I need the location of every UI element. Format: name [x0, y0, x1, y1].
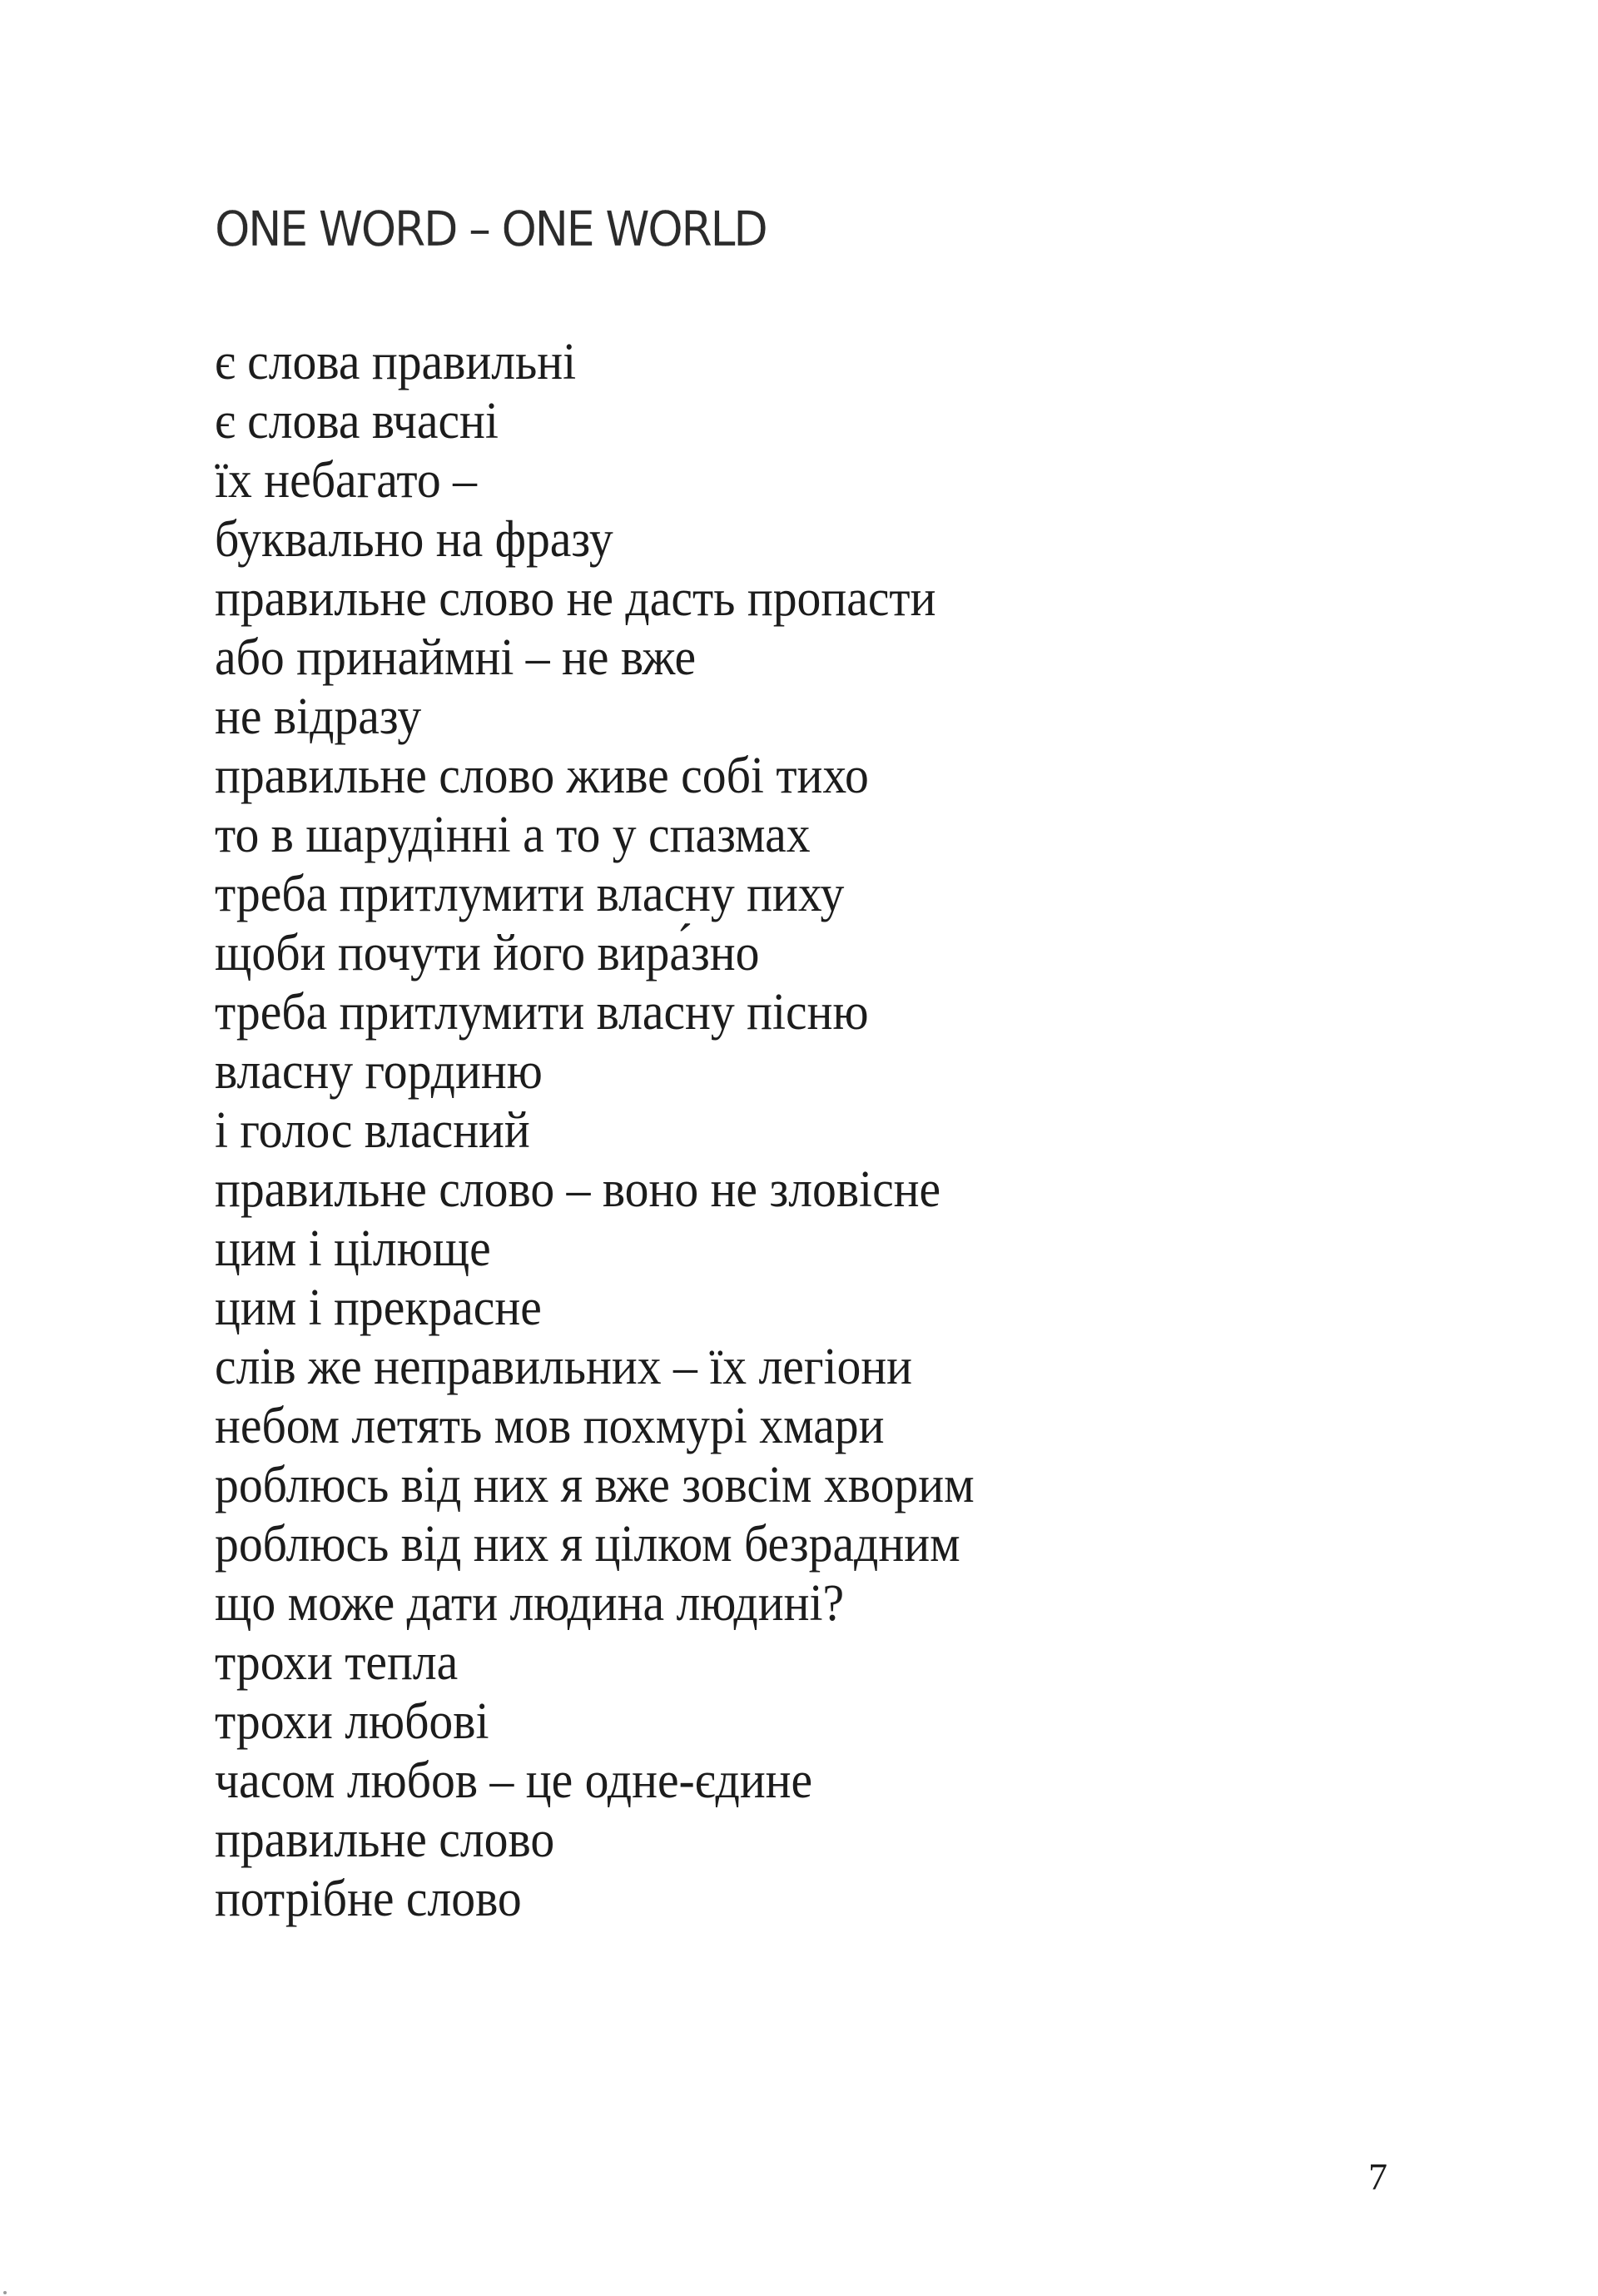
poem-line: часом любов – це одне-єдине — [215, 1752, 813, 1809]
scan-artifact — [3, 2291, 7, 2294]
poem-line: і голос власний — [215, 1102, 530, 1159]
poem-line: щоби почути його вира́зно — [215, 925, 760, 982]
poem-line: або принаймні – не вже — [215, 629, 697, 686]
poem-line: то в шарудінні а то у спазмах — [215, 807, 811, 863]
poem-body — [215, 333, 975, 1929]
poem-line: правильне слово — [215, 1811, 555, 1868]
poem-line: цим і прекрасне — [215, 1280, 542, 1336]
poem-line: трохи тепла — [215, 1634, 459, 1691]
poem-line: потрібне слово — [215, 1871, 522, 1927]
poem-line: трохи любові — [215, 1693, 489, 1750]
poem-line: є слова правильні — [215, 334, 577, 390]
poem-line: власну гординю — [215, 1043, 543, 1100]
poem-line: треба притлумити власну пиху — [215, 866, 845, 922]
poem-line: небом летять мов похмурі хмари — [215, 1398, 885, 1454]
poem-line: правильне слово живе собі тихо — [215, 748, 869, 804]
poem-line: що може дати людина людині? — [215, 1575, 845, 1632]
poem-title: ONE WORD – ONE WORLD — [215, 201, 767, 257]
poem-line: роблюсь від них я цілком безрадним — [215, 1516, 960, 1573]
poem-line: цим і цілюще — [215, 1220, 491, 1277]
poem-line: буквально на фразу — [215, 511, 613, 568]
poem-line: є слова вчасні — [215, 393, 499, 450]
poem-line: правильне слово – воно не зловісне — [215, 1161, 941, 1218]
poem-line: роблюсь від них я вже зовсім хворим — [215, 1457, 975, 1513]
page-number: 7 — [1368, 2155, 1387, 2198]
poem-line: треба притлумити власну пісню — [215, 984, 869, 1041]
poem-line: не відразу — [215, 688, 422, 745]
poem-line: їх небагато – — [215, 452, 477, 509]
poem-line: правильне слово не дасть пропасти — [215, 570, 936, 627]
poem-line: слів же неправильних – їх легіони — [215, 1339, 913, 1395]
